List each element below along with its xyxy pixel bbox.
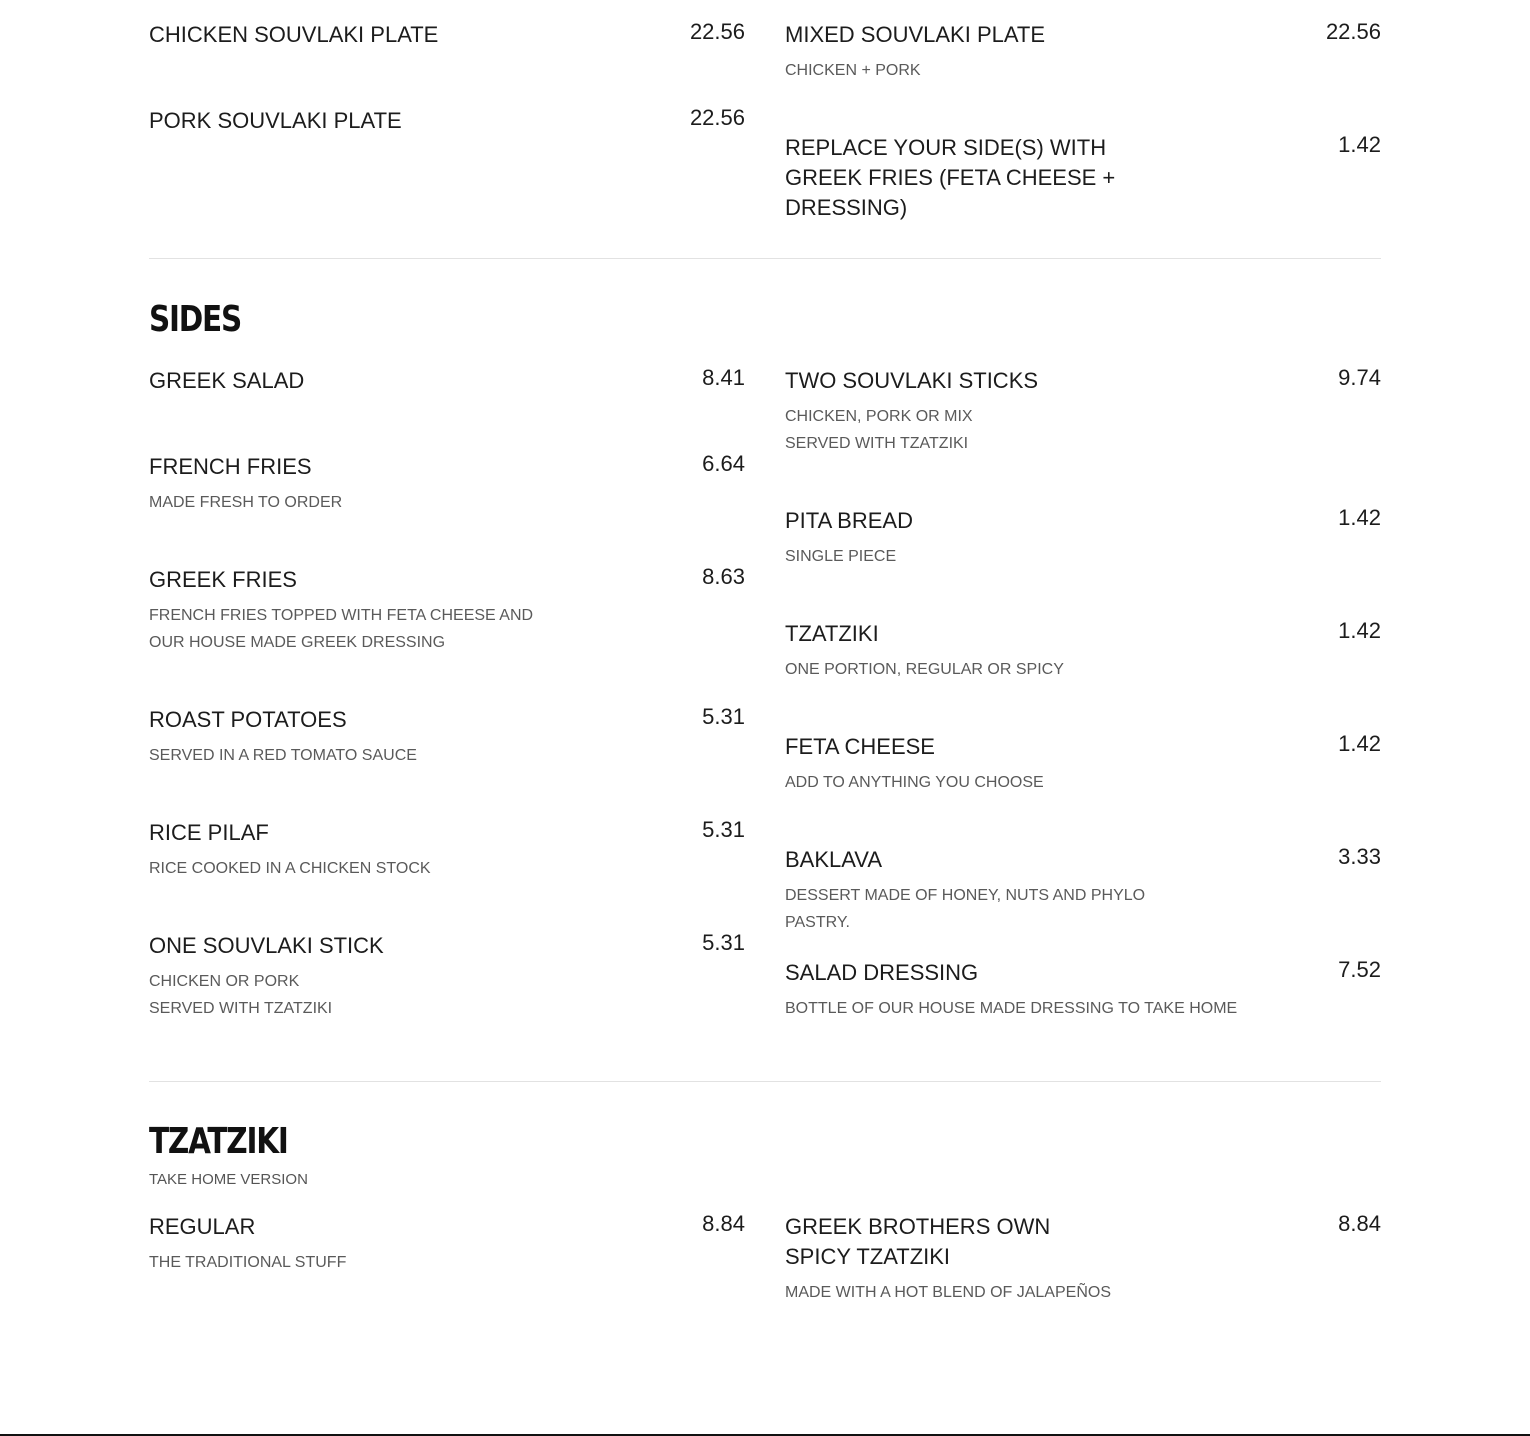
item-price: 8.41: [702, 365, 745, 390]
menu-item: [785, 133, 1381, 223]
item-name: SALAD DRESSING: [785, 960, 979, 985]
plates-grid: [149, 20, 1381, 223]
item-name: ONE SOUVLAKI STICK: [149, 933, 384, 958]
item-price: 22.56: [689, 19, 745, 44]
menu-item: [785, 845, 1381, 958]
item-name: REGULAR: [149, 1214, 256, 1239]
item-description: FRENCH FRIES TOPPED WITH FETA CHEESE AND OUR HOUSE MADE GREEK DRESSING: [149, 607, 534, 651]
sides-section: [149, 298, 1381, 1022]
menu-item: [149, 565, 745, 705]
item-description: ONE PORTION, REGULAR OR SPICY: [785, 661, 1064, 678]
item-name: FETA CHEESE: [785, 734, 935, 759]
item-name: PORK SOUVLAKI PLATE: [149, 108, 402, 133]
menu-item: [149, 452, 745, 565]
plates-right-column: [785, 20, 1381, 223]
menu-item: [149, 20, 745, 106]
item-name: BAKLAVA: [785, 847, 883, 872]
item-price: 1.42: [1338, 731, 1381, 756]
item-price: 22.56: [1325, 19, 1381, 44]
menu-item: [149, 931, 745, 1022]
section-divider: [149, 1081, 1381, 1082]
section-title: TZATZIKI: [149, 1121, 288, 1162]
item-price: 9.74: [1338, 365, 1381, 390]
item-name: TZATZIKI: [785, 621, 879, 646]
menu-item: [785, 506, 1381, 619]
menu-item: [785, 958, 1381, 1022]
tzatziki-section: [149, 1120, 1381, 1306]
plates-left-column: [149, 20, 745, 223]
item-price: 1.42: [1338, 505, 1381, 530]
item-price: 3.33: [1338, 844, 1381, 869]
item-price: 6.64: [702, 451, 745, 476]
item-description: BOTTLE OF OUR HOUSE MADE DRESSING TO TAKE HOME: [785, 1000, 1238, 1017]
item-name: GREEK SALAD: [149, 368, 305, 393]
item-description: SINGLE PIECE: [785, 548, 897, 565]
tzatziki-left-column: [149, 1212, 745, 1306]
item-price: 8.84: [702, 1211, 745, 1236]
item-description: CHICKEN OR PORK SERVED WITH TZATZIKI: [149, 973, 333, 1017]
item-description: SERVED IN A RED TOMATO SAUCE: [149, 747, 417, 764]
item-description: THE TRADITIONAL STUFF: [149, 1254, 347, 1271]
item-name: REPLACE YOUR SIDE(S) WITH GREEK FRIES (FETA CHEESE + DRESSING): [785, 135, 1116, 220]
item-price: 22.56: [689, 105, 745, 130]
item-description: CHICKEN + PORK: [785, 62, 921, 79]
item-price: 5.31: [702, 817, 745, 842]
item-name: GREEK FRIES: [149, 567, 297, 592]
menu-item: [785, 732, 1381, 845]
item-description: ADD TO ANYTHING YOU CHOOSE: [785, 774, 1044, 791]
item-description: RICE COOKED IN A CHICKEN STOCK: [149, 860, 431, 877]
item-name: PITA BREAD: [785, 508, 913, 533]
sides-right-column: [785, 366, 1381, 1022]
item-description: MADE WITH A HOT BLEND OF JALAPEÑOS: [785, 1284, 1111, 1301]
item-price: 1.42: [1338, 132, 1381, 157]
item-price: 8.63: [702, 564, 745, 589]
menu-page: [149, 0, 1381, 1301]
item-description: DESSERT MADE OF HONEY, NUTS AND PHYLO PASTRY.: [785, 887, 1146, 931]
menu-item: [149, 106, 745, 136]
menu-item: [149, 818, 745, 931]
item-price: 1.42: [1338, 618, 1381, 643]
item-description: MADE FRESH TO ORDER: [149, 494, 343, 511]
tzatziki-grid: [149, 1212, 1381, 1306]
item-name: MIXED SOUVLAKI PLATE: [785, 22, 1046, 47]
menu-item: [149, 1212, 745, 1276]
tzatziki-right-column: [785, 1212, 1381, 1306]
item-name: CHICKEN SOUVLAKI PLATE: [149, 22, 439, 47]
item-name: ROAST POTATOES: [149, 707, 347, 732]
item-price: 5.31: [702, 704, 745, 729]
item-price: 8.84: [1338, 1211, 1381, 1236]
sides-left-column: [149, 366, 745, 1022]
item-name: TWO SOUVLAKI STICKS: [785, 368, 1039, 393]
section-title: SIDES: [149, 299, 242, 340]
menu-item: [149, 366, 745, 452]
menu-item: [785, 619, 1381, 732]
item-price: 7.52: [1338, 957, 1381, 982]
menu-item: [785, 1212, 1381, 1306]
item-name: FRENCH FRIES: [149, 454, 312, 479]
item-description: CHICKEN, PORK OR MIX SERVED WITH TZATZIKI: [785, 408, 973, 452]
section-subtitle: TAKE HOME VERSION: [149, 1171, 308, 1188]
sides-grid: [149, 366, 1381, 1022]
section-divider: [149, 258, 1381, 259]
plates-section: [149, 0, 1381, 223]
item-price: 5.31: [702, 930, 745, 955]
menu-item: [785, 366, 1381, 506]
menu-item: [785, 20, 1381, 133]
item-name: GREEK BROTHERS OWN SPICY TZATZIKI: [785, 1214, 1051, 1269]
item-name: RICE PILAF: [149, 820, 269, 845]
menu-item: [149, 705, 745, 818]
